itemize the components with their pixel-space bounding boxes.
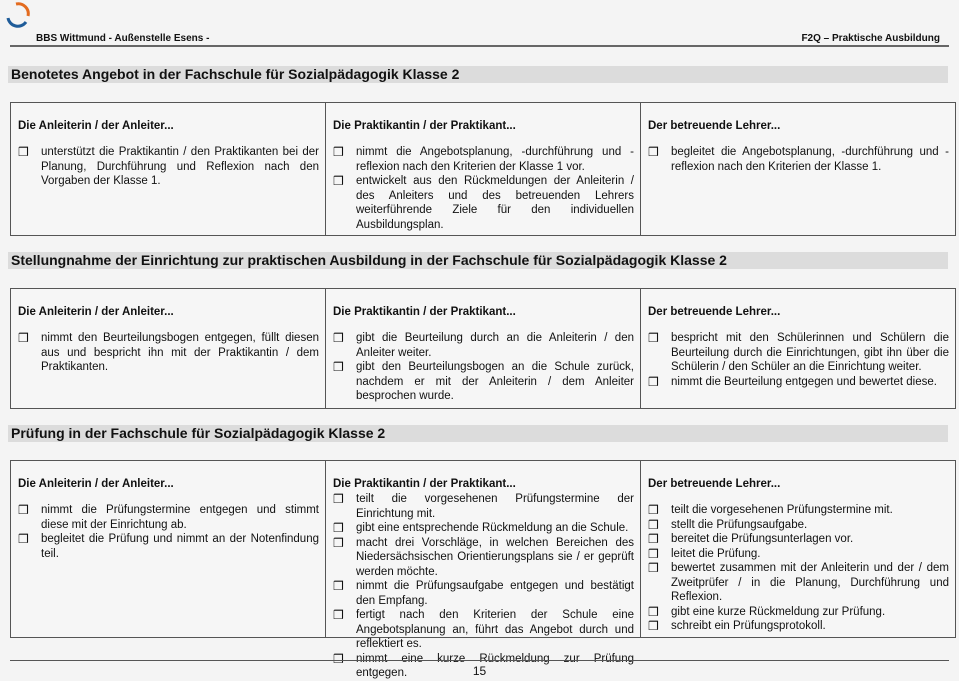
page-number: 15 (472, 664, 487, 678)
list-item (333, 492, 634, 521)
table-column (640, 461, 955, 637)
checkbox-icon[interactable]: ❒ (333, 608, 344, 622)
item-text: macht drei Vorschläge, in welchen Bereichen des Niedersächsischen Orientierungsplans sie / er geprüft werden möchte. (356, 536, 634, 578)
item-text: nimmt die Prüfungstermine entgegen und stimmt diese mit der Einrichtung ab. (41, 504, 319, 531)
checkbox-icon[interactable]: ❒ (648, 619, 659, 633)
item-text: nimmt die Angebotsplanung, -durchführung und -reflexion nach den Kriterien der Klasse 1 vor. (356, 146, 634, 173)
table-column (11, 103, 325, 235)
item-text: leitet die Prüfung. (671, 547, 761, 560)
responsibility-table (10, 288, 956, 409)
school-name: BBS Wittmund - Außenstelle Esens - (36, 33, 210, 44)
footer-divider (10, 660, 949, 661)
list-item (648, 561, 949, 605)
item-text: nimmt eine kurze Rückmeldung zur Prüfung entgegen. (356, 652, 634, 679)
column-heading: Die Anleiterin / der Anleiter... (18, 120, 174, 132)
item-text: teilt die vorgesehenen Prüfungstermine der Einrichtung mit. (356, 493, 634, 520)
checkbox-icon[interactable]: ❒ (18, 331, 29, 345)
column-heading: Der betreuende Lehrer... (648, 478, 781, 490)
list-item (333, 331, 634, 360)
item-text: bewertet zusammen mit der Anleiterin und der / dem Zweitprüfer / in die Planung, Durchführung und Reflexion. (671, 562, 949, 603)
list-item (648, 375, 949, 390)
list-item (333, 145, 634, 174)
header-divider (10, 45, 949, 47)
item-text: entwickelt aus den Rückmeldungen der Anleiterin / des Anleiters und des betreuenden Lehrers weiterführende Ziele für den individuellen Ausbildungsplan. (356, 175, 634, 231)
checkbox-icon[interactable]: ❒ (333, 145, 344, 159)
list-item (333, 579, 634, 608)
checkbox-icon[interactable]: ❒ (18, 532, 29, 546)
column-heading: Der betreuende Lehrer... (648, 306, 781, 318)
column-heading: Die Praktikantin / der Praktikant... (333, 478, 516, 490)
item-text: unterstützt die Praktikantin / den Praktikanten bei der Planung, Durchführung und Reflexion nach den Vorgaben der Klasse 1. (41, 146, 319, 187)
list-item (333, 608, 634, 652)
column-heading: Die Praktikantin / der Praktikant... (333, 120, 516, 132)
column-heading: Die Anleiterin / der Anleiter... (18, 306, 174, 318)
list-item (333, 536, 634, 580)
item-text: begleitet die Angebotsplanung, -durchführung und -reflexion nach den Kriterien der Klasse 1. (671, 146, 949, 173)
item-text: gibt eine kurze Rückmeldung zur Prüfung. (671, 605, 886, 618)
checkbox-icon[interactable]: ❒ (333, 360, 344, 374)
checkbox-icon[interactable]: ❒ (333, 492, 344, 506)
checkbox-icon[interactable]: ❒ (648, 145, 659, 159)
list-item (333, 174, 634, 232)
list-item (18, 532, 319, 561)
list-item (18, 145, 319, 189)
checkbox-icon[interactable]: ❒ (648, 503, 659, 517)
item-text: fertigt nach den Kriterien der Schule eine Angebotsplanung an, führt das Angebot durch und reflektiert es. (356, 609, 634, 650)
item-text: nimmt den Beurteilungsbogen entgegen, füllt diesen aus und bespricht ihn mit der Praktikantin / dem Praktikanten. (41, 332, 319, 373)
checkbox-icon[interactable]: ❒ (333, 174, 344, 188)
checkbox-icon[interactable]: ❒ (333, 579, 344, 593)
item-text: schreibt ein Prüfungsprotokoll. (671, 620, 826, 632)
table-column (11, 289, 325, 408)
table-column (325, 103, 640, 235)
column-heading: Die Praktikantin / der Praktikant... (333, 306, 516, 318)
table-column (11, 461, 325, 637)
checkbox-icon[interactable]: ❒ (18, 503, 29, 517)
item-text: bespricht mit den Schülerinnen und Schülern die Beurteilung durch die Einrichtungen, gibt ihn über die Schülerin / den Schüler an die Einrichtung weiter. (671, 332, 949, 373)
item-text: begleitet die Prüfung und nimmt an der Notenfindung teil. (41, 533, 319, 560)
checkbox-icon[interactable]: ❒ (333, 535, 344, 550)
section-title: Benotetes Angebot in der Fachschule für Sozialpädagogik Klasse 2 (8, 66, 948, 83)
list-item (333, 360, 634, 404)
item-text: bereitet die Prüfungsunterlagen vor. (671, 533, 854, 545)
table-column (640, 103, 955, 235)
list-item (648, 145, 949, 174)
document-code: F2Q – Praktische Ausbildung (801, 33, 940, 44)
list-item (648, 547, 949, 562)
table-column (640, 289, 955, 408)
school-logo (4, 2, 30, 30)
list-item (648, 532, 949, 547)
list-item (18, 503, 319, 532)
item-text: gibt eine entsprechende Rückmeldung an die Schule. (356, 522, 629, 534)
list-item (648, 503, 949, 518)
list-item (648, 605, 949, 620)
checkbox-icon[interactable]: ❒ (648, 561, 659, 575)
checkbox-icon[interactable]: ❒ (648, 331, 659, 345)
checkbox-icon[interactable]: ❒ (648, 604, 659, 619)
checkbox-icon[interactable]: ❒ (648, 546, 659, 561)
list-item (648, 518, 949, 533)
checkbox-icon[interactable]: ❒ (18, 145, 29, 159)
list-item (333, 521, 634, 536)
checkbox-icon[interactable]: ❒ (333, 651, 344, 666)
checkbox-icon[interactable]: ❒ (333, 521, 344, 535)
item-text: nimmt die Beurteilung entgegen und bewertet diese. (671, 375, 937, 388)
checkbox-icon[interactable]: ❒ (648, 532, 659, 546)
list-item (648, 331, 949, 375)
item-text: nimmt die Prüfungsaufgabe entgegen und bestätigt den Empfang. (356, 580, 634, 607)
column-heading: Der betreuende Lehrer... (648, 120, 781, 132)
section-title: Stellungnahme der Einrichtung zur praktischen Ausbildung in der Fachschule für Sozialpädagogik Klasse 2 (8, 252, 948, 269)
list-item (648, 619, 949, 634)
responsibility-table (10, 102, 956, 236)
list-item (18, 331, 319, 375)
section-title: Prüfung in der Fachschule für Sozialpädagogik Klasse 2 (8, 425, 948, 442)
item-text: stellt die Prüfungsaufgabe. (671, 518, 808, 531)
item-text: teilt die vorgesehenen Prüfungstermine mit. (671, 504, 893, 516)
table-column (325, 289, 640, 408)
checkbox-icon[interactable]: ❒ (648, 517, 659, 532)
checkbox-icon[interactable]: ❒ (333, 331, 344, 345)
column-heading: Die Anleiterin / der Anleiter... (18, 478, 174, 490)
checkbox-icon[interactable]: ❒ (648, 374, 659, 389)
item-text: gibt den Beurteilungsbogen an die Schule zurück, nachdem er mit der Anleiterin / dem Anleiter besprochen wurde. (356, 361, 634, 402)
item-text: gibt die Beurteilung durch an die Anleiterin / den Anleiter weiter. (356, 332, 634, 359)
